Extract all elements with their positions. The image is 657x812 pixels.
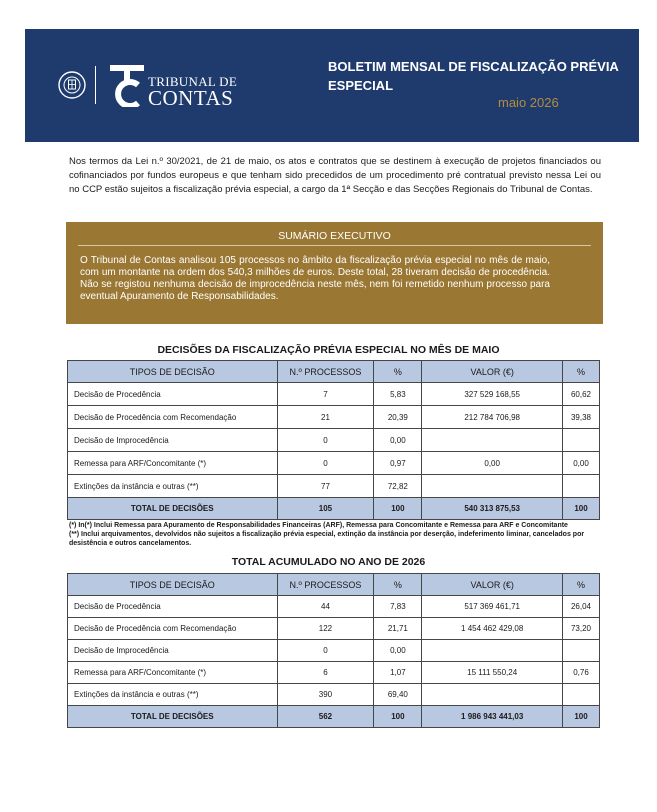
- value-cell: 327 529 168,55: [422, 383, 563, 406]
- total-count-cell: 562: [277, 706, 374, 728]
- count-cell: 77: [277, 475, 374, 498]
- table-total-row: [68, 498, 600, 520]
- table-row: [68, 475, 600, 498]
- value-pct-cell: 26,04: [562, 596, 599, 618]
- table-row: [68, 452, 600, 475]
- org-name-line2: CONTAS: [148, 86, 234, 110]
- count-cell: 7: [277, 383, 374, 406]
- decision-type-cell: Remessa para ARF/Concomitante (*): [68, 452, 278, 475]
- value-cell: 15 111 550,24: [422, 662, 563, 684]
- count-pct-cell: 1,07: [374, 662, 422, 684]
- decision-type-cell: Remessa para ARF/Concomitante (*): [68, 662, 278, 684]
- total-count-pct-cell: 100: [374, 498, 422, 520]
- report-title: BOLETIM MENSAL DE FISCALIZAÇÃO PRÉVIA ESPECIAL: [328, 59, 619, 93]
- count-pct-cell: 20,39: [374, 406, 422, 429]
- monthly-table-title: DECISÕES DA FISCALIZAÇÃO PRÉVIA ESPECIAL NO MÊS DE MAIO: [157, 344, 500, 356]
- count-cell: 21: [277, 406, 374, 429]
- value-cell: 0,00: [422, 452, 563, 475]
- count-pct-cell: 7,83: [374, 596, 422, 618]
- report-period: maio 2026: [498, 95, 559, 110]
- header-cell: %: [374, 361, 422, 383]
- header-cell: TIPOS DE DECISÃO: [68, 574, 278, 596]
- decision-type-cell: Decisão de Procedência: [68, 596, 278, 618]
- count-cell: 122: [277, 618, 374, 640]
- count-cell: 0: [277, 640, 374, 662]
- count-pct-cell: 0,97: [374, 452, 422, 475]
- value-pct-cell: 0,76: [562, 662, 599, 684]
- table-row: [68, 662, 600, 684]
- decision-type-cell: Decisão de Procedência com Recomendação: [68, 618, 278, 640]
- table-row: [68, 406, 600, 429]
- value-pct-cell: [562, 475, 599, 498]
- header-cell: TIPOS DE DECISÃO: [68, 361, 278, 383]
- count-pct-cell: 72,82: [374, 475, 422, 498]
- annual-decisions-table: [67, 573, 600, 728]
- portuguese-emblem-icon: [57, 70, 87, 100]
- count-pct-cell: 5,83: [374, 383, 422, 406]
- table-total-row: [68, 706, 600, 728]
- count-pct-cell: 69,40: [374, 684, 422, 706]
- footnote-1: (*) In(*) Inclui Remessa para Apuramento de Responsabilidades Financeiras (ARF), Remessa para Concomitante e Remessa para ARF e Concomitante: [69, 522, 568, 529]
- table-row: [68, 640, 600, 662]
- table-header-row: [68, 361, 600, 383]
- table-row: [68, 596, 600, 618]
- table-row: [68, 429, 600, 452]
- count-pct-cell: 0,00: [374, 429, 422, 452]
- count-pct-cell: 21,71: [374, 618, 422, 640]
- annual-table-title: TOTAL ACUMULADO NO ANO DE 2026: [231, 556, 426, 568]
- table-row: [68, 383, 600, 406]
- count-cell: 390: [277, 684, 374, 706]
- table-row: [68, 618, 600, 640]
- header-cell: N.º PROCESSOS: [277, 574, 374, 596]
- count-pct-cell: 0,00: [374, 640, 422, 662]
- total-value-pct-cell: 100: [562, 498, 599, 520]
- header-cell: %: [562, 361, 599, 383]
- value-cell: 517 369 461,71: [422, 596, 563, 618]
- header-cell: VALOR (€): [422, 574, 563, 596]
- count-cell: 44: [277, 596, 374, 618]
- tribunal-logo-icon: [108, 63, 146, 107]
- header-cell: %: [562, 574, 599, 596]
- intro-paragraph: Nos termos da Lei n.º 30/2021, de 21 de maio, os atos e contratos que se destinem à execução de projetos financiados ou cofinanciados por fundos europeus e que tenham sido precedidos de um procedimento pré contratual previsto nessa Lei ou no CCP estão sujeitos a fiscalização prévia especial, a cargo da 1ª Secção e das Secções Regionais do Tribunal de Contas.: [69, 156, 601, 195]
- value-cell: [422, 684, 563, 706]
- value-cell: [422, 429, 563, 452]
- footnote-2: (**) Inclui arquivamentos, devolvidos não sujeitos a fiscalização prévia especial, extinção da instância por deserção, indeferimento liminar, cancelados por desistência e outros cancelamentos.: [69, 531, 585, 547]
- total-value-cell: 540 313 875,53: [422, 498, 563, 520]
- decision-type-cell: Extinções da instância e outras (**): [68, 475, 278, 498]
- table-header-row: [68, 574, 600, 596]
- value-pct-cell: 60,62: [562, 383, 599, 406]
- total-count-pct-cell: 100: [374, 706, 422, 728]
- count-cell: 0: [277, 452, 374, 475]
- decision-type-cell: Decisão de Procedência com Recomendação: [68, 406, 278, 429]
- table-footnotes: [69, 521, 601, 548]
- org-name-line1: TRIBUNAL DE: [148, 74, 238, 89]
- summary-title: SUMÁRIO EXECUTIVO: [278, 230, 391, 242]
- value-pct-cell: [562, 429, 599, 452]
- decision-type-cell: Decisão de Improcedência: [68, 429, 278, 452]
- header-cell: %: [374, 574, 422, 596]
- summary-divider: [78, 245, 591, 246]
- table-row: [68, 684, 600, 706]
- decision-type-cell: Decisão de Procedência: [68, 383, 278, 406]
- header-cell: VALOR (€): [422, 361, 563, 383]
- value-cell: 1 454 462 429,08: [422, 618, 563, 640]
- decision-type-cell: Extinções da instância e outras (**): [68, 684, 278, 706]
- total-label-cell: TOTAL DE DECISÕES: [68, 706, 278, 728]
- value-pct-cell: 39,38: [562, 406, 599, 429]
- value-pct-cell: [562, 684, 599, 706]
- count-cell: 0: [277, 429, 374, 452]
- value-cell: [422, 475, 563, 498]
- value-cell: [422, 640, 563, 662]
- value-pct-cell: [562, 640, 599, 662]
- count-cell: 6: [277, 662, 374, 684]
- total-value-cell: 1 986 943 441,03: [422, 706, 563, 728]
- decision-type-cell: Decisão de Improcedência: [68, 640, 278, 662]
- value-pct-cell: 0,00: [562, 452, 599, 475]
- header-cell: N.º PROCESSOS: [277, 361, 374, 383]
- monthly-decisions-table: [67, 360, 600, 520]
- value-pct-cell: 73,20: [562, 618, 599, 640]
- total-label-cell: TOTAL DE DECISÕES: [68, 498, 278, 520]
- summary-text: O Tribunal de Contas analisou 105 processos no âmbito da fiscalização prévia especial no mês de maio, com um montante na ordem dos 540,3 milhões de euros. Deste total, 28 tiveram decisão de procedência. Não se registou nenhuma decisão de improcedência neste mês, nem foi remetido nenhum processo para eventual Apuramento de Responsabilidades.: [80, 255, 550, 302]
- logo-divider: [95, 66, 96, 104]
- total-value-pct-cell: 100: [562, 706, 599, 728]
- value-cell: 212 784 706,98: [422, 406, 563, 429]
- total-count-cell: 105: [277, 498, 374, 520]
